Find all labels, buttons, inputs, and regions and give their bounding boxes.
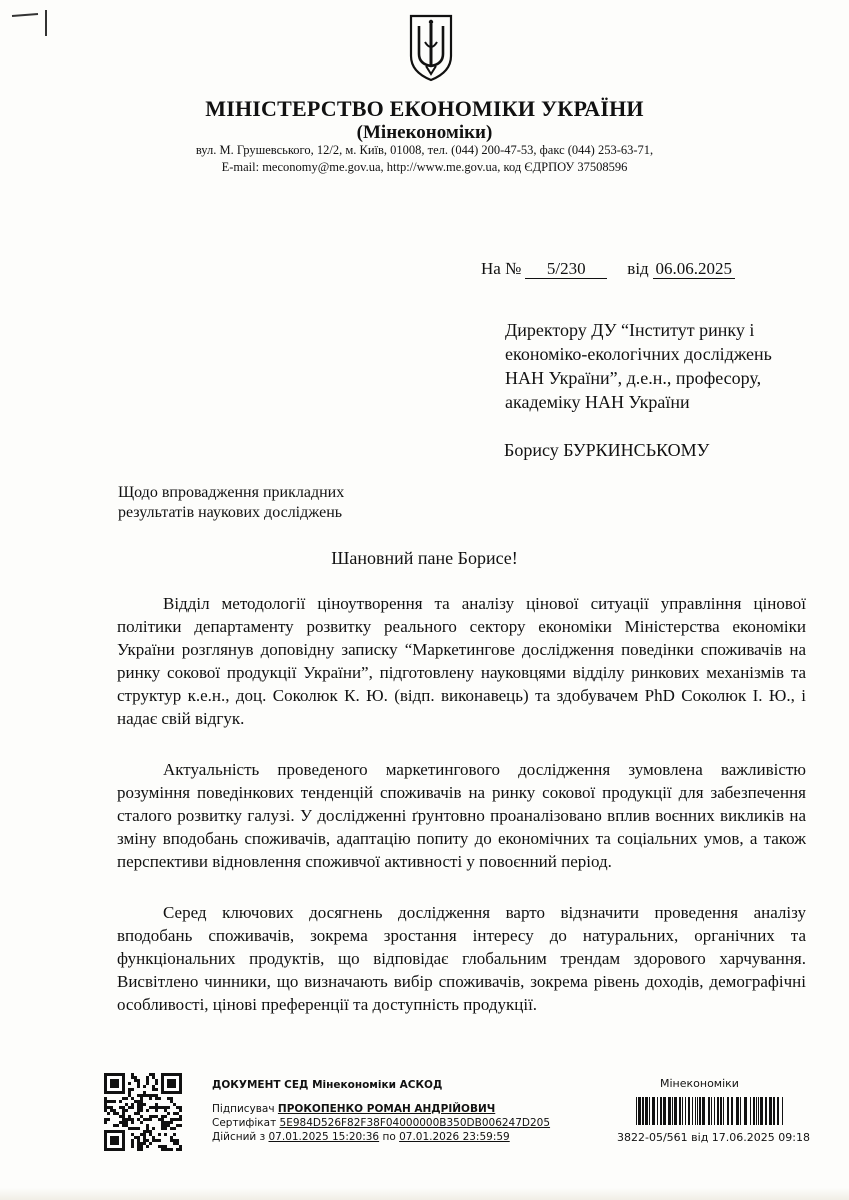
valid-from: 07.01.2025 15:20:36 xyxy=(268,1131,380,1143)
page-edge xyxy=(0,1188,849,1200)
greeting: Шановний пане Борисе! xyxy=(331,548,518,568)
qr-code-icon xyxy=(104,1073,182,1151)
certificate-line xyxy=(212,1117,550,1129)
valid-to-label: по xyxy=(382,1131,396,1143)
addressee-name: Борису БУРКИНСЬКОМУ xyxy=(504,440,710,460)
addressee-position: Директору ДУ “Інститут ринку і економіко-екологічних досліджень НАН України”, д.е.н., професору, академіку НАН України xyxy=(505,320,772,412)
body-paragraph-3: Серед ключових досягнень дослідження варто відзначити проведення аналізу вподобань споживачів, зокрема зростання інтересу до натуральних, органічних та функціональних продуктів, що відповідає глобальним трендам здорового харчування. Висвітлено чинники, що визначають вибір споживачів, зокрема рівень доходів, демографічні особливості, цінові преференції та доступність продукції. xyxy=(117,903,806,1014)
signer-label: Підписувач xyxy=(212,1103,275,1115)
handwritten-corner-mark-icon xyxy=(8,6,56,38)
signer-line xyxy=(212,1103,495,1115)
letter-subject: Щодо впровадження прикладних результатів наукових досліджень xyxy=(118,484,345,521)
valid-to: 07.01.2026 23:59:59 xyxy=(399,1131,510,1143)
barcode-icon xyxy=(636,1097,786,1125)
ministry-short-name: (Мінекономіки) xyxy=(356,122,493,143)
date-prefix: від xyxy=(627,259,649,278)
ministry-name: МІНІСТЕРСТВО ЕКОНОМІКИ УКРАЇНИ xyxy=(205,96,644,121)
registration-line xyxy=(481,259,791,279)
ministry-address: вул. М. Грушевського, 12/2, м. Київ, 01008, тел. (044) 200-47-53, факс (044) 253-63-71, xyxy=(195,143,654,157)
sed-document-title: ДОКУМЕНТ СЕД Мінекономіки АСКОД xyxy=(212,1079,443,1091)
body-paragraph-1: Відділ методології ціноутворення та аналізу цінової ситуації управління цінової політики департаменту розвитку реального сектору економіки Міністерства економіки України розглянув доповідну записку “Маркетингове дослідження поведінки споживачів на ринку сокової продукції України”, підготовлену науковцями відділу ринкових механізмів та структур к.е.н., доц. Соколюк К. Ю. (відп. виконавець) та здобувачем PhD Соколюк І. Ю., і надає свій відгук. xyxy=(117,594,806,728)
ministry-contacts: E-mail: meconomy@me.gov.ua, http://www.me.gov.ua, код ЄДРПОУ 37508596 xyxy=(221,160,628,174)
reference-date: 06.06.2025 xyxy=(653,260,735,279)
barcode-organization: Мінекономіки xyxy=(660,1077,739,1090)
certificate-value: 5E984D526F82F38F04000000B350DB006247D205 xyxy=(279,1117,551,1129)
valid-from-label: Дійсний з xyxy=(212,1131,266,1143)
certificate-label: Сертифікат xyxy=(212,1117,277,1129)
e-signature-footer xyxy=(0,1065,849,1200)
body-paragraph-2: Актуальність проведеного маркетингового дослідження зумовлена важливістю розуміння поведінкових тенденцій споживачів на ринку сокової продукції для забезпечення сталого розвитку галузі. У дослідженні ґрунтовно проаналізовано вплив воєнних викликів на зміну вподобань споживачів, адаптацію попиту до економічних та соціальних умов, а також перспективи відновлення споживчої активності у повоєнний період. xyxy=(117,760,806,871)
reference-number: 5/230 xyxy=(525,260,607,279)
incoming-registration-number: 3822-05/561 від 17.06.2025 09:18 xyxy=(617,1131,810,1144)
reference-prefix: На № xyxy=(481,259,522,278)
trident-emblem-icon xyxy=(405,12,457,82)
validity-line xyxy=(212,1131,510,1143)
signer-name: ПРОКОПЕНКО РОМАН АНДРІЙОВИЧ xyxy=(277,1103,496,1115)
